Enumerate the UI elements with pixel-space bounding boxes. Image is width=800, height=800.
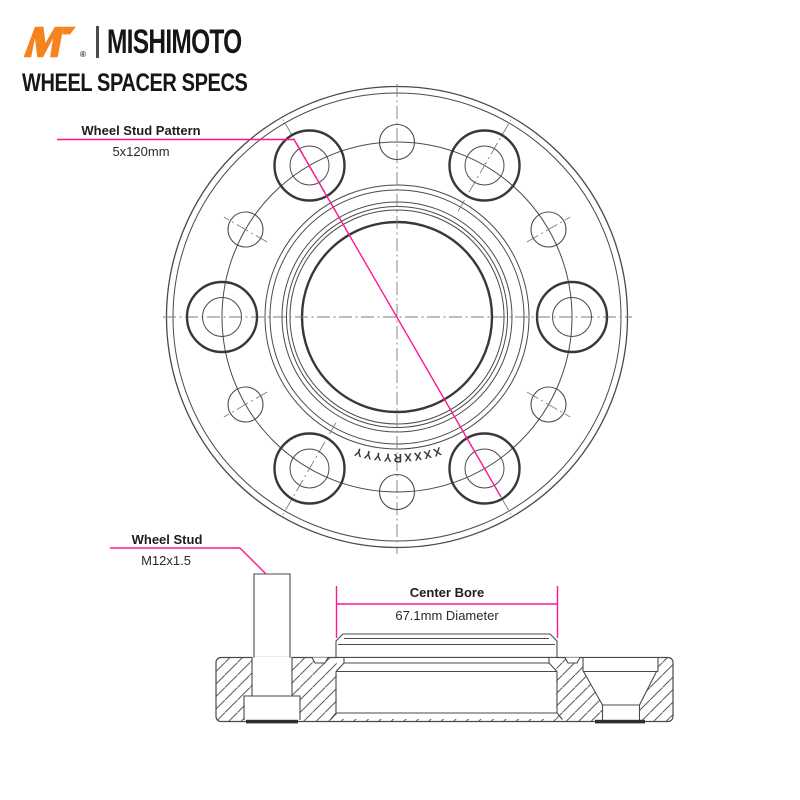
stud-head-void: [245, 696, 300, 720]
center-bore-label: Center Bore: [409, 585, 485, 600]
lug-hole-void: [603, 705, 640, 720]
page-title: WHEEL SPACER SPECS: [22, 69, 248, 97]
registered-trademark: ®: [80, 49, 86, 59]
wheel-stud-shaft: [254, 574, 290, 658]
radial-centerline: [458, 120, 511, 212]
radial-centerline: [283, 423, 336, 515]
hub-pilot-profile: [336, 634, 557, 658]
lug-nut-seat: [595, 720, 645, 724]
stud-pattern-diagonal-line: [294, 140, 501, 498]
face-groove-notch: [312, 658, 328, 664]
center-bore-void: [337, 658, 557, 720]
wheel-stud-value: M12x1.5: [141, 553, 191, 568]
face-groove-notch: [565, 658, 580, 664]
stud-head-seat: [246, 720, 298, 724]
stud-pattern-label: Wheel Stud Pattern: [81, 123, 201, 138]
stud-press-void: [253, 657, 292, 696]
center-bore-value: 67.1mm Diameter: [395, 608, 499, 623]
brand-name: MISHIMOTO: [106, 22, 242, 61]
engraving-text: XXXXRYYYY: [351, 444, 443, 463]
wheel-stud-label: Wheel Stud: [131, 532, 203, 547]
stud-pattern-value: 5x120mm: [112, 144, 170, 159]
counterbore-void: [584, 658, 658, 672]
